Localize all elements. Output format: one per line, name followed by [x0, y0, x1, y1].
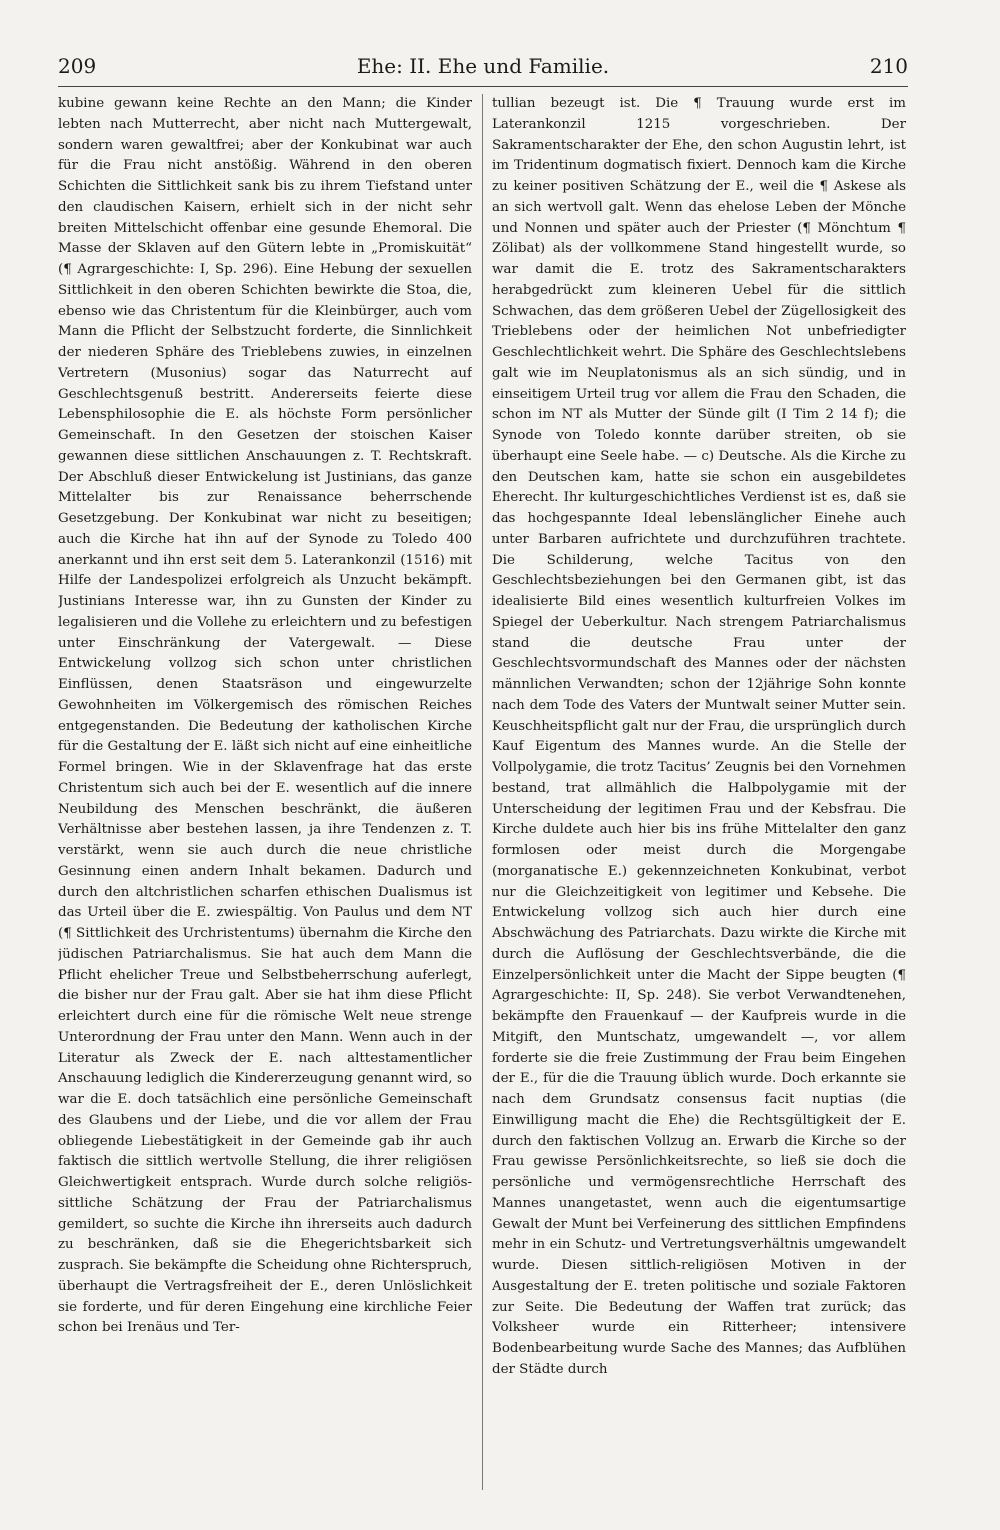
column-divider: [482, 94, 483, 1490]
left-column-text: kubine gewann keine Rechte an den Mann; die Kinder lebten nach Mutterrecht, aber nicht nach Muttergewalt, sondern waren gewaltfrei; aber der Konkubinat war auch für die Frau nicht anstößig. Während in den oberen Schichten die Sittlichkeit sank bis zu ihrem Tiefstand unter den claudischen Kaisern, erhielt sich in der nicht sehr breiten Mittelschicht offenbar eine gesunde Ehemoral. Die Masse der Sklaven auf den Gütern lebte in „Promiskuität“ (¶ Agrargeschichte: I, Sp. 296). Eine Hebung der sexuellen Sittlichkeit in den oberen Schichten bewirkte die Stoa, die, ebenso wie das Christentum für die Kleinbürger, auch vom Mann die Pflicht der Selbstzucht forderte, die Sinnlichkeit der niederen Sphäre des Trieblebens zuwies, in einzelnen Vertretern (Musonius) sogar das Naturrecht auf Geschlechtsgenuß bestritt. Andererseits feierte diese Lebensphilosophie die E. als höchste Form persönlicher Gemeinschaft. In den Gesetzen der stoischen Kaiser gewannen diese sittlichen Anschauungen z. T. Rechtskraft. Der Abschluß dieser Entwickelung ist Justinians, das ganze Mittelalter bis zur Renaissance beherrschende Gesetzgebung. Der Konkubinat war nicht zu beseitigen; auch die Kirche hat ihn auf der Synode zu Toledo 400 anerkannt und ihn erst seit dem 5. Laterankonzil (1516) mit Hilfe der Landespolizei erfolgreich als Unzucht bekämpft. Justinians Interesse war, ihn zu Gunsten der Kinder zu legalisieren und die Vollehe zu erleichtern und zu befestigen unter Einschränkung der Vatergewalt. — Diese Entwickelung vollzog sich schon unter christlichen Einflüssen, denen Staatsräson und eingewurzelte Gewohnheiten im Völkergemisch des römischen Reiches entgegenstanden. Die Bedeutung der katholischen Kirche für die Gestaltung der E. läßt sich nicht auf eine einheitliche Formel bringen. Wie in der Sklavenfrage hat das erste Christentum sich auch bei der E. wesentlich auf die innere Neubildung des Menschen beschränkt, die äußeren Verhältnisse aber bestehen lassen, ja ihre Tendenzen z. T. verstärkt, wenn sie auch durch die neue christliche Gesinnung einen andern Inhalt bekamen. Dadurch und durch den altchristlichen scharfen ethischen Dualismus ist das Urteil über die E. zwiespältig. Von Paulus und dem NT (¶ Sittlichkeit des Urchristentums) übernahm die Kirche den jüdischen Patriarchalismus. Sie hat auch dem Mann die Pflicht ehelicher Treue und Selbstbeherrschung auferlegt, die bisher nur der Frau galt. Aber sie hat ihm diese Pflicht erleichtert durch eine für die römische Welt neue strenge Unterordnung der Frau unter den Mann. Wenn auch in der Literatur als Zweck der E. nach alttestamentlicher Anschauung lediglich die Kindererzeugung genannt wird, so war die E. doch tatsächlich eine persönliche Gemeinschaft des Glaubens und der Liebe, und die vor allem der Frau obliegende Liebestätigkeit in der Gemeinde gab ihr auch faktisch die sittlich wertvolle Stellung, die ihrer religiösen Gleichwertigkeit entsprach. Wurde durch solche religiös-sittliche Schätzung der Frau der Patriarchalismus gemildert, so suchte die Kirche ihn ihrerseits auch dadurch zu beschränken, daß sie die Ehegerichtsbarkeit sich zusprach. Sie bekämpfte die Scheidung ohne Richterspruch, überhaupt die Vertragsfreiheit der E., deren Unlöslichkeit sie forderte, und für deren Eingehung eine kirchliche Feier schon bei Irenäus und Ter-: [58, 96, 472, 1336]
running-title: Ehe: II. Ehe und Familie.: [356, 54, 610, 78]
right-column: [492, 94, 906, 1490]
page-header: [58, 54, 908, 86]
right-column-text: tullian bezeugt ist. Die ¶ Trauung wurde erst im Laterankonzil 1215 vorgeschrieben. Der Sakramentscharakter der Ehe, den schon Augustin lehrt, ist im Tridentinum dogmatisch fixiert. Dennoch kam die Kirche zu keiner positiven Schätzung der E., weil die ¶ Askese als an sich wertvoll galt. Wenn das ehelose Leben der Mönche und Nonnen und später auch der Priester (¶ Mönchtum ¶ Zölibat) als der vollkommene Stand hingestellt wurde, so war damit die E. trotz des Sakramentscharakters herabgedrückt zum kleineren Uebel für die sittlich Schwachen, das dem größeren Uebel der Zügellosigkeit des Trieblebens oder der heimlichen Not unbefriedigter Geschlechtlichkeit wehrt. Die Sphäre des Geschlechtslebens galt wie im Neuplatonismus als an sich sündig, und in einseitigem Urteil trug vor allem die Frau den Schaden, die schon im NT als Mutter der Sünde gilt (I Tim 2 14 f); die Synode von Toledo konnte darüber streiten, ob sie überhaupt eine Seele habe. — c) Deutsche. Als die Kirche zu den Deutschen kam, hatte sie schon ein ausgebildetes Eherecht. Ihr kulturgeschichtliches Verdienst ist es, daß sie das hochgespannte Ideal lebenslänglicher Einehe auch unter Barbaren aufrichtete und durchzuführen trachtete. Die Schilderung, welche Tacitus von den Geschlechtsbeziehungen bei den Germanen gibt, ist das idealisierte Bild eines wesentlich kulturfreien Volkes im Spiegel der Ueberkultur. Nach strengem Patriarchalismus stand die deutsche Frau unter der Geschlechtsvormundschaft des Mannes oder der nächsten männlichen Verwandten; schon der 12jährige Sohn konnte nach dem Tode des Vaters der Muntwalt seiner Mutter sein. Keuschheitspflicht galt nur der Frau, die ursprünglich durch Kauf Eigentum des Mannes wurde. An die Stelle der Vollpolygamie, die trotz Tacitus’ Zeugnis bei den Vornehmen bestand, trat allmählich die Halbpolygamie mit der Unterscheidung der legitimen Frau und der Kebsfrau. Die Kirche duldete auch hier bis ins frühe Mittelalter den ganz formlosen oder meist durch die Morgengabe (morganatische E.) gekennzeichneten Konkubinat, verbot nur die Gleichzeitigkeit von legitimer und Kebsehe. Die Entwickelung vollzog sich auch hier durch eine Abschwächung des Patriarchats. Dazu wirkte die Kirche mit durch die Auflösung der Geschlechtsverbände, die die Einzelpersönlichkeit unter die Macht der Sippe beugten (¶ Agrargeschichte: II, Sp. 248). Sie verbot Verwandtenehen, bekämpfte den Frauenkauf — der Kaufpreis wurde in die Mitgift, den Muntschatz, umgewandelt —, vor allem forderte sie die freie Zustimmung der Frau beim Eingehen der E., für die die Trauung üblich wurde. Doch erkannte sie nach dem Grundsatz consensus facit nuptias (die Einwilligung macht die Ehe) die Rechtsgültigkeit der E. durch den faktischen Vollzug an. Erwarb die Kirche so der Frau gewisse Persönlichkeitsrechte, so ließ sie doch die persönliche und vermögensrechtliche Herrschaft des Mannes unangetastet, wenn auch die eigentumsartige Gewalt der Munt bei Verfeinerung des sittlichen Empfindens mehr in ein Schutz- und Vertretungsverhältnis umgewandelt wurde. Diesen sittlich-religiösen Motiven in der Ausgestaltung der E. treten politische und soziale Faktoren zur Seite. Die Bedeutung der Waffen trat zurück; das Volksheer wurde ein Ritterheer; intensivere Bodenbearbeitung wurde Sache des Mannes; das Aufblühen der Städte durch: [492, 96, 906, 1377]
left-column: [58, 94, 472, 1490]
header-rule: [58, 86, 908, 87]
page-number-right: 210: [869, 54, 908, 78]
page-number-left: 209: [58, 54, 97, 78]
